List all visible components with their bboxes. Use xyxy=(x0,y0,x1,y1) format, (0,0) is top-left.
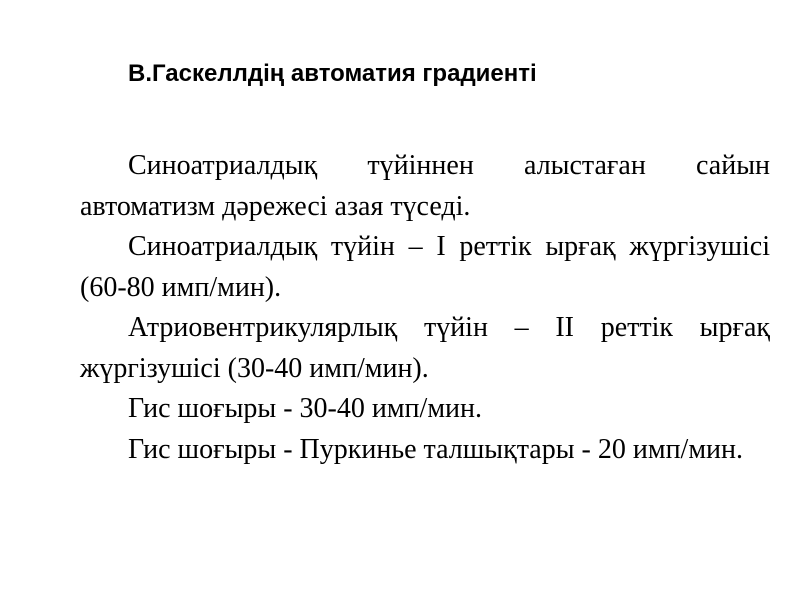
paragraph-purkinje-fibers: Гис шоғыры - Пуркинье талшықтары - 20 имп/мин. xyxy=(128,433,744,465)
paragraph-sa-node: Синоатриалдық түйін – I реттік ырғақ жүргізушісі (60-80 имп/мин). xyxy=(80,231,770,303)
slide-body xyxy=(80,146,770,470)
paragraph-his-bundle: Гис шоғыры - 30-40 имп/мин. xyxy=(128,393,483,424)
slide-title: В.Гаскеллдің автоматия градиенті xyxy=(128,60,537,87)
paragraph-av-node: Атриовентрикулярлық түйін – II реттік ырғақ жүргізушісі (30-40 имп/мин). xyxy=(80,312,770,384)
paragraph-automatism-decrease: Синоатриалдық түйіннен алыстаған сайын автоматизм дәрежесі азая түседі. xyxy=(80,150,770,222)
